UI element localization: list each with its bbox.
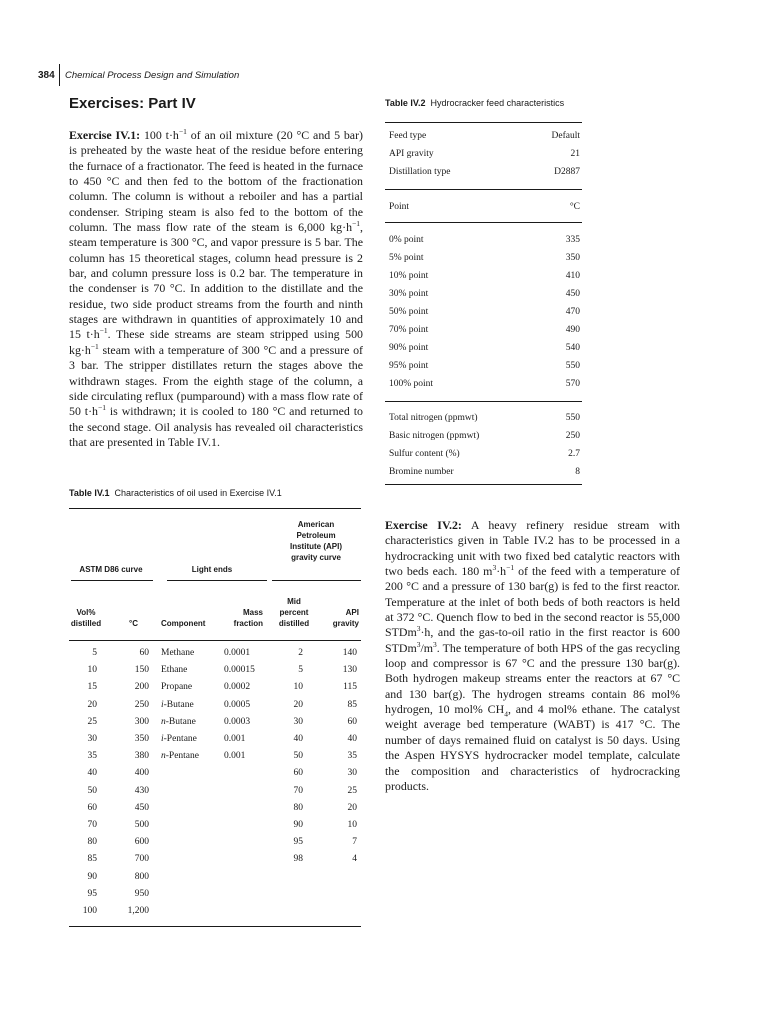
ex1-sup: −1 <box>90 341 99 351</box>
table-cell: 0.00015 <box>224 665 255 676</box>
table-cell: 450 <box>134 802 149 813</box>
table-cell: 25 <box>347 785 357 796</box>
table-row <box>389 431 580 441</box>
component-name: Ethane <box>161 665 188 676</box>
table-row <box>389 131 580 141</box>
table-cell: 400 <box>134 768 149 779</box>
ex1-text: steam with a temperature of 300 °C and a pressure of 3 bar. The stripper distillates return the stages above the withdrawn stages. From the eighth stage of the column, a side circulating reflux (pumparound) with a mass flow rate of 50 t·h <box>69 342 363 419</box>
row-label: 70% point <box>389 325 429 335</box>
exercise-iv2-lead: Exercise IV.2: <box>385 518 462 532</box>
row-value: 470 <box>565 307 580 317</box>
row-label: 30% point <box>389 289 429 299</box>
table-cell: 430 <box>134 785 149 796</box>
row-label: 90% point <box>389 343 429 353</box>
ex1-text: of an oil mixture (20 °C and 5 bar) is preheated by the waste heat of the residue before entering the furnace of a fractionator. The feed is heated in the furnace to 450 °C and then fed to the bottom of the fractionation column. The column is without a reboiler and has a partial condenser. Striping steam is also fed to the bottom of the column. The mass flow rate of the steam is 6,000 kg·h <box>69 128 364 235</box>
col-header-degc: °C <box>129 619 138 628</box>
row-label: Feed type <box>389 131 427 141</box>
component-name: Methane <box>161 648 195 658</box>
group-header-api <box>271 519 361 563</box>
component-cell <box>161 734 197 744</box>
row-value: 250 <box>565 431 580 441</box>
table-iv1-caption <box>69 488 282 498</box>
group-rule <box>71 580 153 581</box>
table-cell: 25 <box>87 716 97 727</box>
table-rule <box>385 189 582 190</box>
table-cell: 30 <box>347 768 357 779</box>
table-row <box>389 167 580 177</box>
col-header-component: Component <box>161 619 206 628</box>
table-cell: 700 <box>134 854 149 865</box>
table-cell: 20 <box>87 699 97 710</box>
ex2-text: A heavy refinery residue stream with characteristics given in Table IV.2 has to be processed in a hydrocracking unit with two fixed bed catalytic reactors with two beds each. 180 m <box>385 518 680 579</box>
table-cell: 30 <box>87 734 97 744</box>
table-row <box>389 271 580 281</box>
table-cell: 10 <box>293 682 303 693</box>
col-header-line: Mid <box>287 597 301 606</box>
table-iv2-title: Hydrocracker feed characteristics <box>430 98 565 108</box>
row-value: Default <box>551 131 580 141</box>
col-header-line: API <box>345 608 359 617</box>
ex2-text: of the feed with a temperature of 200 °C and a pressure of 130 bar(g) is fed to the first reactor. Temperature at the inlet of both beds of both reactors is held at 372 °C. Quench flow to bed in the second reactor is 55,000 STDm <box>385 564 680 640</box>
table-cell: 85 <box>347 699 357 710</box>
table-cell: 1,200 <box>127 906 149 916</box>
row-value: 550 <box>565 413 580 423</box>
table-row <box>389 149 580 159</box>
component-cell <box>161 682 192 692</box>
table-cell: 0.0002 <box>224 682 251 693</box>
group-rule <box>272 580 361 581</box>
col-header-vol <box>69 607 103 629</box>
table-cell: 130 <box>342 665 357 676</box>
row-label: 5% point <box>389 253 424 263</box>
table-row <box>389 253 580 263</box>
col-header-line: Vol% <box>76 608 96 617</box>
running-header <box>38 64 239 86</box>
table-cell: 0.001 <box>224 751 246 762</box>
ex1-text: 100 t·h <box>140 128 179 142</box>
api-header-line: American <box>297 520 335 529</box>
component-prefix: i <box>161 734 164 744</box>
exercise-iv2-paragraph <box>385 518 680 794</box>
table-cell: 4 <box>352 854 357 865</box>
col-header-line: distilled <box>278 619 310 628</box>
table-cell: 60 <box>347 716 357 727</box>
table-cell: 20 <box>293 699 303 710</box>
table-cell: 200 <box>134 682 149 693</box>
table-cell: 70 <box>87 820 97 830</box>
api-header-line: Institute (API) <box>290 542 342 551</box>
ex1-text: is withdrawn; it is cooled to 180 °C and returned to the second stage. Oil analysis has revealed oil characteristics that are presented in Table IV.1. <box>69 404 363 449</box>
group-rule <box>167 580 267 581</box>
table-cell: 950 <box>134 888 149 899</box>
component-name: Propane <box>161 682 193 693</box>
table-cell: 35 <box>87 751 97 762</box>
table-cell: 5 <box>92 648 97 658</box>
table-iv1-label: Table IV.1 <box>69 488 110 498</box>
table-cell: 50 <box>293 751 303 762</box>
table-row <box>389 361 580 371</box>
table-row <box>389 379 580 389</box>
table-rule <box>385 401 582 402</box>
table-cell: 85 <box>87 854 97 865</box>
header-divider <box>59 64 60 86</box>
table-cell: 350 <box>134 734 149 744</box>
table-cell: 0.0001 <box>224 648 251 658</box>
ex2-text: ·h, and the gas-to-oil ratio in the first reactor is 600 STDm <box>385 625 680 655</box>
col-header-line: distilled <box>70 619 102 628</box>
table-row <box>389 467 580 477</box>
table-cell: 80 <box>87 837 97 848</box>
ex1-text: , steam temperature is 300 °C, and vapor pressure is 5 bar. The column has 15 theoretical stages, column head pressure is 2 bar, and column pressure loss is 0.2 bar. The temperature in the condenser is 70 °C. In addition to the distillate and the residue, two side product streams from the fourth and ninth stages are withdrawn in quantities of approximately 10 and 15 t·h <box>69 220 363 342</box>
table-cell: 40 <box>347 734 357 744</box>
book-title: Chemical Process Design and Simulation <box>64 69 240 81</box>
group-header-astm: ASTM D86 curve <box>79 565 143 574</box>
table-cell: 60 <box>293 768 303 779</box>
row-label: 95% point <box>389 361 429 371</box>
api-header-line: Petroleum <box>296 531 336 540</box>
table-cell: 10 <box>87 665 97 676</box>
row-value: 410 <box>565 271 580 281</box>
table-iv1 <box>69 508 361 928</box>
row-value: 550 <box>565 361 580 371</box>
exercise-iv1-lead: Exercise IV.1: <box>69 128 141 142</box>
table-cell: 60 <box>139 648 149 658</box>
table-rule <box>385 222 582 223</box>
ex2-sub: 4 <box>504 709 508 719</box>
group-header-light-ends: Light ends <box>191 565 233 574</box>
row-value: 335 <box>565 235 580 245</box>
table-cell: 40 <box>87 768 97 779</box>
col-header-mid <box>272 596 316 629</box>
table-cell: 20 <box>347 802 357 813</box>
table-cell: 800 <box>134 871 149 882</box>
ex1-sup: −1 <box>98 403 106 413</box>
table-cell: 98 <box>293 854 303 865</box>
table-cell: 35 <box>347 751 357 762</box>
point-header: Point <box>389 202 410 212</box>
row-value: D2887 <box>554 167 580 177</box>
table-cell: 70 <box>293 785 303 796</box>
table-iv1-title: Characteristics of oil used in Exercise IV.1 <box>114 488 282 498</box>
component-prefix: n <box>161 716 166 727</box>
component-prefix: n <box>161 751 166 762</box>
ex1-sup: −1 <box>178 127 187 137</box>
row-label: 0% point <box>389 235 424 245</box>
table-rule <box>69 640 361 641</box>
col-header-line: percent <box>279 608 309 617</box>
ex2-sup: −1 <box>506 563 515 573</box>
table-cell: 150 <box>134 665 149 676</box>
row-label: 100% point <box>389 379 434 389</box>
table-row <box>389 343 580 353</box>
table-rule <box>385 484 582 485</box>
table-cell: 115 <box>343 682 357 693</box>
row-label: Total nitrogen (ppmwt) <box>389 413 478 423</box>
table-cell: 95 <box>293 837 303 848</box>
ex2-sup: 3 <box>492 563 497 573</box>
unit-header: °C <box>569 202 580 212</box>
row-label: API gravity <box>389 149 434 159</box>
table-cell: 250 <box>134 699 149 710</box>
table-row <box>389 325 580 335</box>
table-rule <box>69 926 361 927</box>
table-cell: 0.001 <box>224 734 246 744</box>
table-rule <box>385 122 582 123</box>
row-value: 350 <box>565 253 580 263</box>
ex2-text: ·h <box>496 564 507 579</box>
col-header-line: gravity <box>332 619 359 628</box>
row-label: 50% point <box>389 307 429 317</box>
table-cell: 0.0003 <box>224 716 251 727</box>
col-header-line: fraction <box>233 619 263 628</box>
table-row <box>389 235 580 245</box>
row-value: 2.7 <box>568 449 580 459</box>
table-cell: 100 <box>82 906 97 916</box>
table-iv2-caption <box>385 98 564 108</box>
exercise-iv1-paragraph <box>69 128 363 450</box>
table-rule <box>69 508 361 509</box>
component-name: -Butane <box>163 699 194 710</box>
table-cell: 90 <box>87 871 97 882</box>
ex2-text: /m <box>420 640 434 655</box>
component-cell <box>161 700 194 710</box>
row-value: 450 <box>565 289 580 299</box>
ex2-sup: 3 <box>416 624 421 634</box>
row-label: Basic nitrogen (ppmwt) <box>389 431 480 441</box>
ex2-text: . The temperature of both HPS of the gas recycling loop and compressor is 67 °C and the pressure 130 bar(g). Both hydrogen makeup streams enter the reactors at 67 °C and 130 bar(g). The hydrogen streams contain 86 mol% hydrogen, 10 mol% CH <box>385 640 680 717</box>
ex2-text: , and 4 mol% ethane. The catalyst weight average bed temperature (WABT) is 417 °C. The number of days remained fluid on catalyst is 50 days. Using the Aspen HYSYS hydrocracker model template, calculate the composition and characteristics of hydrocracking products. <box>385 702 680 793</box>
col-header-line: Mass <box>242 608 263 617</box>
component-cell <box>161 751 199 761</box>
row-value: 21 <box>570 149 580 159</box>
table-row <box>389 449 580 459</box>
table-cell: 7 <box>352 837 357 848</box>
table-row <box>389 289 580 299</box>
table-cell: 500 <box>134 820 149 830</box>
table-cell: 2 <box>298 648 303 658</box>
row-value: 8 <box>575 467 580 477</box>
ex1-sup: −1 <box>352 219 361 229</box>
component-name: -Pentane <box>165 751 199 762</box>
table-cell: 5 <box>298 665 303 676</box>
row-value: 490 <box>565 325 580 335</box>
api-header-line: gravity curve <box>291 553 341 562</box>
table-row <box>389 413 580 423</box>
page-number: 384 <box>38 69 55 81</box>
table-header-row <box>389 202 580 212</box>
table-iv2-label: Table IV.2 <box>385 98 426 108</box>
table-cell: 380 <box>134 751 149 762</box>
table-cell: 30 <box>293 716 303 727</box>
row-label: Sulfur content (%) <box>389 449 460 459</box>
row-label: 10% point <box>389 271 429 281</box>
table-cell: 40 <box>293 734 303 744</box>
table-cell: 90 <box>293 820 303 830</box>
table-cell: 15 <box>87 682 97 693</box>
component-cell <box>161 648 194 658</box>
ex1-text: . These side streams are steam stripped using 500 kg·h <box>69 327 363 357</box>
component-cell <box>161 717 196 727</box>
component-prefix: i <box>161 699 164 710</box>
table-cell: 60 <box>87 802 97 813</box>
row-label: Distillation type <box>389 167 451 177</box>
ex1-sup: −1 <box>99 326 108 336</box>
section-title: Exercises: Part IV <box>69 95 196 112</box>
table-cell: 80 <box>293 802 303 813</box>
table-cell: 600 <box>134 837 149 848</box>
table-cell: 50 <box>87 785 97 796</box>
table-cell: 10 <box>347 820 357 830</box>
table-cell: 300 <box>134 716 149 727</box>
row-value: 540 <box>565 343 580 353</box>
col-header-mass <box>219 607 263 629</box>
table-cell: 0.0005 <box>224 699 251 710</box>
ex2-sup: 3 <box>433 639 437 649</box>
component-cell <box>161 665 187 675</box>
table-row <box>389 307 580 317</box>
ex2-sup: 3 <box>416 639 421 649</box>
row-label: Bromine number <box>389 467 454 477</box>
component-name: -Pentane <box>163 734 197 744</box>
table-cell: 140 <box>342 648 357 658</box>
component-name: -Butane <box>165 716 196 727</box>
col-header-api <box>319 607 359 629</box>
table-cell: 95 <box>87 888 97 899</box>
row-value: 570 <box>565 379 580 389</box>
